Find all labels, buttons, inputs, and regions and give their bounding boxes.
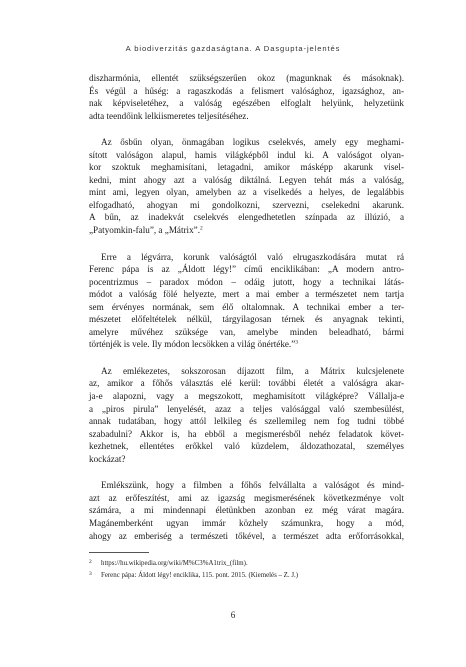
footnotes xyxy=(89,557,404,581)
text-line: azt az erőfeszítést, ami az igazság megismerésének következménye volt xyxy=(89,492,404,503)
text-line: kedni, mint ahogy azt a valóság diktálná. Legyen tehát más a valóság, xyxy=(89,174,404,185)
text-line: Emlékszünk, hogy a filmben a főhős felvállalta a valóságot és mind- xyxy=(101,480,404,491)
text-line: számára, a mi mindennapi életünkben azonban ez még várat magára. xyxy=(89,505,404,516)
footnote-ref[interactable]: 3 xyxy=(295,339,299,346)
footnote-ref[interactable]: 2 xyxy=(199,225,203,232)
text-line: sem érvényes normának, sem élő oltalomnak. A technikai ember a ter- xyxy=(89,301,404,312)
text-line: kor szoktuk meghamisítani, letagadni, amikor másképp akarunk visel- xyxy=(89,162,404,173)
paragraph-1 xyxy=(89,72,404,122)
text-line: pocentrizmus – paradox módon – odáig jutott, hogy a technikai látás- xyxy=(89,276,404,287)
footnote-link[interactable]: https://hu.wikipedia.org/wiki/M%C3%A1trix_(film). xyxy=(101,560,248,567)
text-line: diszharmónia, ellentét szükségszerűen okoz (magunknak és másoknak). xyxy=(89,73,404,83)
text-line: Ferenc pápa is az „Áldott légy!” című enciklikában: „A modern antro- xyxy=(89,264,404,275)
text-line xyxy=(89,338,404,351)
text-fragment: „Patyomkin-falu”, a „Mátrix”. xyxy=(89,225,200,236)
text-line: Erre a légvárra, korunk valóságtól való elrugaszkodására mutat rá xyxy=(101,251,404,262)
page-number: 6 xyxy=(230,610,236,620)
text-line: amelyre művéhez szüksége van, amelybe minden beleadható, bármi xyxy=(89,326,404,337)
footnote xyxy=(89,557,404,569)
text-line: kockázat? xyxy=(89,453,126,464)
text-line: az, amikor a főhős választás elé kerül: további életét a valóságra akar- xyxy=(89,378,404,389)
footnote-divider xyxy=(89,552,149,553)
text-line: adta teendőink lelkiismeretes teljesítéséhez. xyxy=(89,110,249,121)
footnote-number: 2 xyxy=(89,559,92,565)
text-line: annak tudatában, hogy attól lelkileg és szellemileg nem fog tudni többé xyxy=(89,416,404,427)
paragraph-5 xyxy=(89,479,404,542)
text-line: Az ősbűn olyan, önmagában logikus cselekvés, amely egy meghami- xyxy=(101,137,404,148)
text-line: A bűn, az inadekvát cselekvés elengedhetetlen színpada az illúzió, a xyxy=(89,212,404,223)
paragraph-3 xyxy=(89,251,404,351)
text-line: Az emlékezetes, sokszorosan díjazott film, a Mátrix kulcsjelenete xyxy=(101,365,404,376)
text-line: nak képviseletéhez, a valóság egészében elfoglalt helyünk, helyzetünk xyxy=(89,98,404,109)
text-line: ahogy az emberiség a természeti tőkével, a természet adta erőforrásokkal, xyxy=(89,530,404,541)
text-fragment: történjék is vele. Ily módon lecsökken a világ önértéke.” xyxy=(89,339,296,350)
text-line: módot a valóság fölé helyezte, mert a mai ember a természetet nem tartja xyxy=(89,289,404,300)
text-line: szabadulni? Akkor is, ha ebből a megismerésből nehéz feladatok követ- xyxy=(89,428,404,439)
text-line: kezhetnek, ellentétes erőkkel való küzdelem, áldozathozatal, személyes xyxy=(89,441,404,452)
footnote xyxy=(89,569,404,581)
footnote-number: 3 xyxy=(89,571,92,577)
text-line: mészetet előfeltételek nélkül, tárgyilagosan térnek és anyagnak tekinti, xyxy=(89,314,404,325)
text-line: mint ami, legyen olyan, amelyben az a viselkedés a helyes, de legalábbis xyxy=(89,187,404,198)
text-line: Magánemberként ugyan immár közhely számunkra, hogy a mód, xyxy=(89,517,404,528)
paragraph-2 xyxy=(89,136,404,236)
text-line: És végül a hűség: a ragaszkodás a felismert valósághoz, igazsághoz, an- xyxy=(89,85,404,96)
text-line xyxy=(89,224,404,237)
footnote-text: Ferenc pápa: Áldott légy! enciklika, 115. pont. 2015. (Kiemelés – Z. J.) xyxy=(101,572,299,579)
text-line: ja-e alapozni, vagy a megszokott, meghamisított világképre? Vállalja-e xyxy=(89,391,404,402)
text-line: a „piros pirula” lenyelését, azaz a teljes valósággal való szembesülést, xyxy=(89,403,404,414)
text-line: elfogadható, ahogyan mi gondolkozni, szervezni, cselekedni akarunk. xyxy=(89,199,404,210)
paragraph-4 xyxy=(89,365,404,465)
body-text xyxy=(89,72,404,556)
text-line: sított valóságon alapul, hamis világképből indul ki. A valóságot olyan- xyxy=(89,149,404,160)
running-head: A biodiverzitás gazdaságtana. A Dasgupta-jelentés xyxy=(125,44,341,53)
